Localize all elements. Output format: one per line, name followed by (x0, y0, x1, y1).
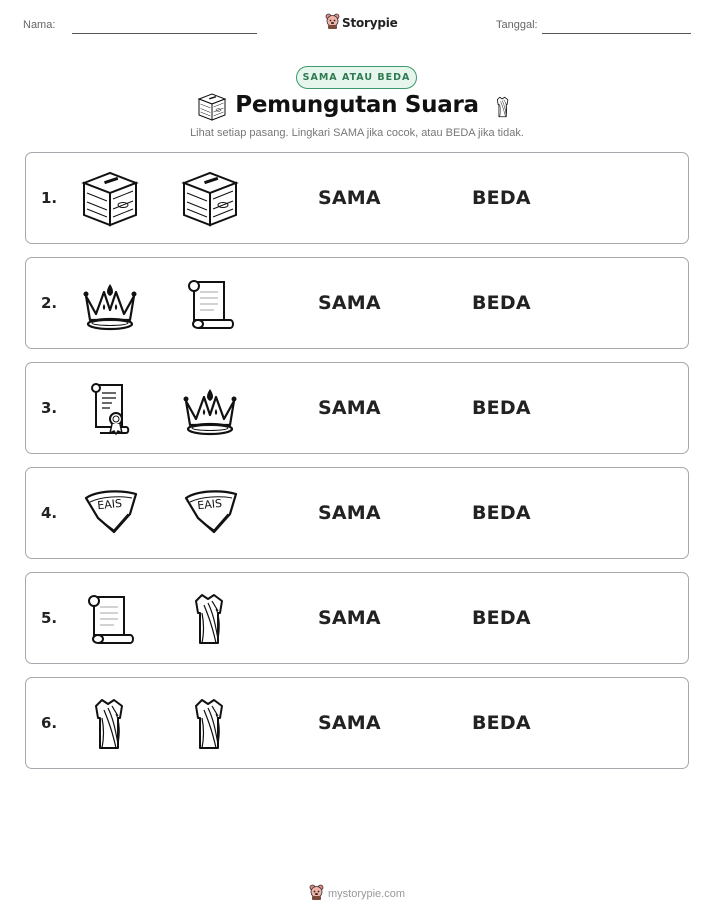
pottery-shard-icon (178, 484, 242, 544)
instructions: Lihat setiap pasang. Lingkari SAMA jika cocok, atau BEDA jika tidak. (190, 127, 524, 139)
bear-icon (325, 13, 340, 33)
row-number: 4. (41, 504, 58, 522)
row-number: 5. (41, 609, 58, 627)
row-number: 3. (41, 399, 58, 417)
crown-icon (178, 379, 242, 439)
brand-logo (325, 13, 398, 33)
same-choice[interactable]: SAMA (318, 187, 381, 209)
footer (0, 884, 714, 904)
row-number: 1. (41, 189, 58, 207)
row-number: 2. (41, 294, 58, 312)
toga-icon (178, 694, 242, 754)
toga-icon (490, 92, 516, 122)
different-choice[interactable]: BEDA (472, 397, 531, 419)
certificate-icon (78, 379, 142, 439)
question-row-3 (25, 362, 689, 454)
same-choice[interactable]: SAMA (318, 712, 381, 734)
footer-url[interactable]: mystorypie.com (327, 888, 406, 900)
name-line[interactable] (72, 33, 257, 34)
date-line[interactable] (542, 33, 691, 34)
question-row-6 (25, 677, 689, 769)
row-number: 6. (41, 714, 58, 732)
activity-badge: SAMA ATAU BEDA (296, 66, 417, 89)
page-title: Pemungutan Suara (235, 92, 479, 118)
same-choice[interactable]: SAMA (318, 607, 381, 629)
date-label: Tanggal: (496, 19, 538, 31)
shard-inscription: EAIS (96, 496, 123, 513)
bear-icon (309, 884, 324, 904)
same-choice[interactable]: SAMA (318, 292, 381, 314)
crown-icon (78, 274, 142, 334)
different-choice[interactable]: BEDA (472, 607, 531, 629)
different-choice[interactable]: BEDA (472, 712, 531, 734)
toga-icon (178, 589, 242, 649)
scroll-icon (178, 274, 242, 334)
question-row-5 (25, 572, 689, 664)
same-choice[interactable]: SAMA (318, 502, 381, 524)
question-row-2 (25, 257, 689, 349)
scroll-icon (78, 589, 142, 649)
pottery-shard-icon (78, 484, 142, 544)
different-choice[interactable]: BEDA (472, 502, 531, 524)
same-choice[interactable]: SAMA (318, 397, 381, 419)
brand-name: Storypie (342, 16, 398, 30)
question-row-1 (25, 152, 689, 244)
ballot-box-icon (78, 169, 142, 229)
question-row-4 (25, 467, 689, 559)
shard-inscription: EAIS (196, 496, 223, 513)
different-choice[interactable]: BEDA (472, 292, 531, 314)
name-label: Nama: (23, 19, 56, 31)
different-choice[interactable]: BEDA (472, 187, 531, 209)
toga-icon (78, 694, 142, 754)
ballot-box-icon (178, 169, 242, 229)
